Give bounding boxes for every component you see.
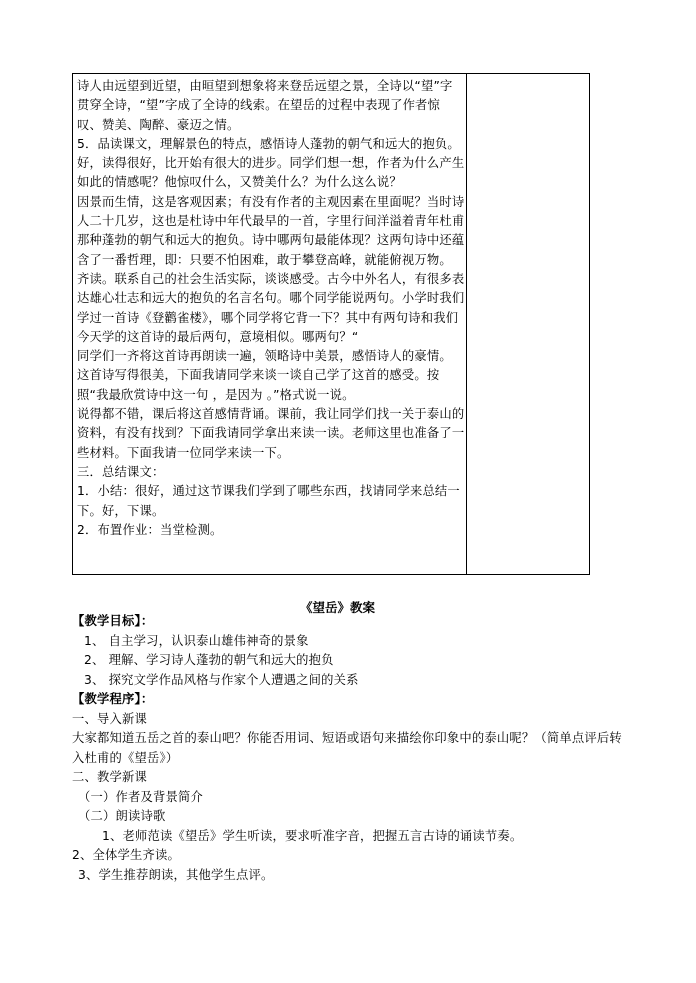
subsection-heading: （二）朗读诗歌: [78, 809, 166, 823]
step-item: 3、学生推荐朗读，其他学生点评。: [78, 867, 274, 882]
goals-heading: 【教学目标】：: [72, 614, 154, 628]
intro-paragraph: 大家都知道五岳之首的泰山吧？你能否用词、短语或语句来描绘你印象中的泰山呢？（简单点评后转入杜甫的《望岳》）: [72, 731, 622, 765]
step-item: 2、全体学生齐读。: [72, 848, 180, 862]
lesson-plan-body: [72, 612, 632, 885]
subsection-heading: （一）作者及背景简介: [78, 789, 203, 804]
table-paragraph: 齐读。联系自己的社会生活实际，谈谈感受。古今中外名人，有很多表达雄心壮志和远大的抱负的名言名句。哪个同学能说两句。小学时我们学过一首诗《登鹳雀楼》，哪个同学将它背一下？其中有两句诗和我们今天学的这首诗的最后两句，意境相似。哪两句？“: [77, 271, 465, 344]
table-paragraph: 同学们一齐将这首诗再朗读一遍，领略诗中美景，感悟诗人的豪情。: [77, 349, 452, 364]
procedure-heading: 【教学程序】：: [72, 692, 154, 706]
goal-item: 1、 自主学习，认识泰山雄伟神奇的景象: [84, 633, 309, 648]
table-paragraph: 说得都不错，课后将这首感情背诵。课前，我让同学们找一关于泰山的资料，有没有找到？下面我请同学拿出来读一读。老师这里也准备了一些材料。下面我请一位同学来读一下。: [77, 407, 465, 460]
table-paragraph: 诗人由远望到近望，由晅望到想象将来登岳远望之景，全诗以“望”字贯穿全诗，“望”字成了全诗的线索。在望岳的过程中表现了作者惊叹、赞美、陶醉、豪迈之情。: [77, 79, 453, 132]
table-paragraph: 1．小结：很好，通过这节课我们学到了哪些东西，找请同学来总结一下。好，下课。: [77, 484, 460, 518]
goal-item: 2、 理解、学习诗人蓬勃的朝气和远大的抱负: [84, 653, 334, 667]
step-item: 1、老师范读《望岳》学生听读，要求听准字音，把握五言古诗的诵读节奏。: [102, 828, 523, 843]
table-paragraph: 因景而生情，这是客观因素；有没有作者的主观因素在里面呢？当时诗人二十几岁，这也是杜诗中年代最早的一首，字里行间洋溢着青年杜甫那种蓬勃的朝气和远大的抱负。诗中哪两句最能体现？这两句诗中还蕴含了一番哲理，即：只要不怕困难，敢于攀登高峰，就能俯视万物。: [77, 194, 465, 267]
section-heading: 二、教学新课: [72, 770, 147, 784]
table-content-cell: [77, 77, 465, 540]
table-paragraph: 2．布置作业：当堂检测。: [77, 522, 223, 537]
table-paragraph: 5．品读课文，理解景色的特点，感悟诗人蓬勃的朝气和远大的抱负。: [77, 136, 460, 151]
goal-item: 3、 探究文学作品风格与作家个人遭遇之间的关系: [84, 672, 359, 687]
table-paragraph: 这首诗写得很美，下面我请同学来谈一谈自己学了这首的感受。按照“我最欣赏诗中这一句 ，是因为 。”格式说一说。: [77, 368, 440, 402]
document-title: 《望岳》教案: [300, 600, 376, 615]
table-column-divider: [466, 74, 467, 574]
table-paragraph: 三．总结课文：: [77, 464, 165, 479]
table-paragraph: 好，读得很好，比开始有很大的进步。同学们想一想，作者为什么产生如此的情感呢？他惊叹什么，又赞美什么？为什么这么说？: [77, 156, 465, 190]
section-heading: 一、导入新课: [72, 711, 147, 726]
lesson-table: [72, 73, 590, 575]
